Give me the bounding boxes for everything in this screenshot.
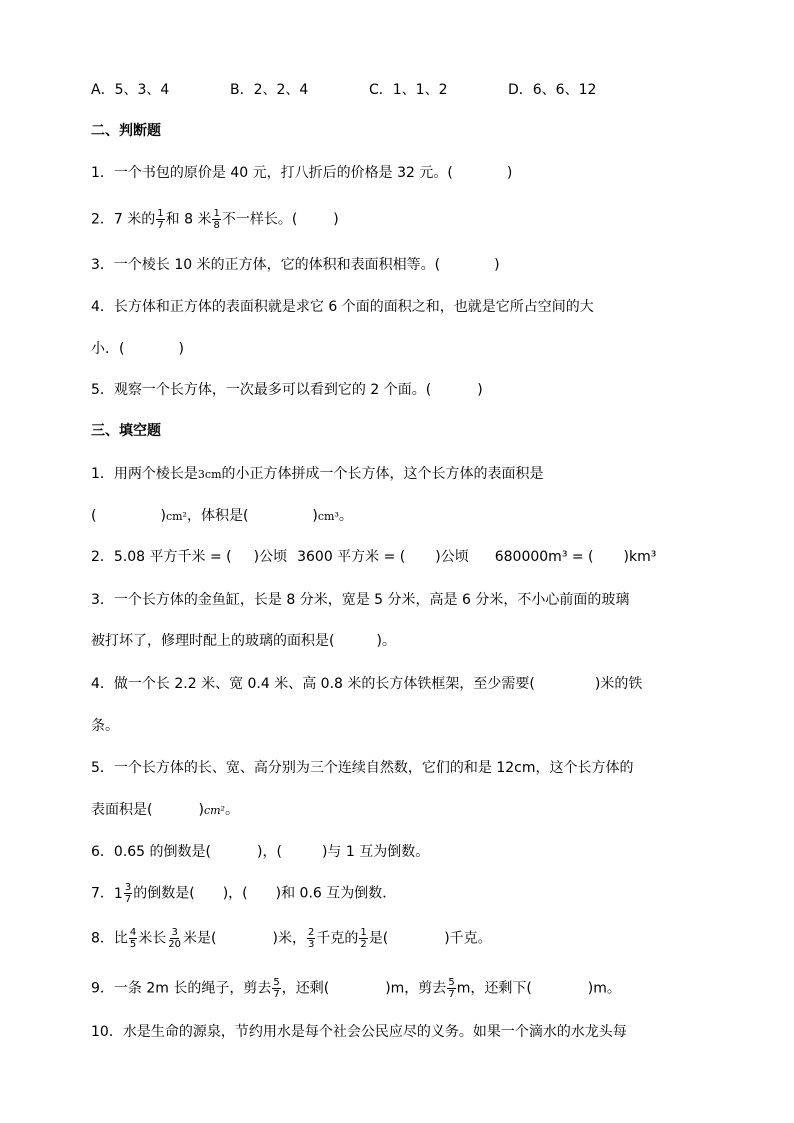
judgment-q1: [91, 163, 512, 183]
answer-blank-close: )。: [376, 633, 396, 649]
denominator: 5: [129, 939, 137, 950]
question-text: 不一样长。(: [221, 211, 298, 228]
numerator: 5: [273, 977, 280, 988]
question-text: )km³: [623, 549, 657, 565]
question-text: 米是(: [183, 930, 217, 947]
fill-q4-line2: 条。: [91, 718, 119, 734]
question-text: 9．一条 2m 长的绳子，剪去: [91, 980, 272, 997]
denominator: 3: [307, 939, 315, 950]
fill-q3-line1: 3．一个长方体的金鱼缸，长是 8 分米，宽是 5 分米，高是 6 分米，不小心前面的玻璃: [91, 592, 630, 608]
fraction: [307, 927, 315, 950]
question-text: 8．比: [91, 930, 128, 947]
judgment-q4-line1: 4．长方体和正方体的表面积就是求它 6 个面的面积之和，也就是它所占空间的大: [91, 299, 594, 315]
question-text: 3．一个棱长 10 米的正方体，它的体积和表面积相等。(: [91, 257, 441, 273]
numerator: 1: [157, 208, 164, 219]
answer-blank-close: ): [160, 508, 166, 524]
denominator: 7: [273, 989, 280, 1000]
choice-b: B．2、2、4: [230, 82, 309, 98]
numerator: 3: [124, 882, 132, 893]
question-text: 2．5.08 平方千米 = (: [91, 549, 232, 565]
numerator: 5: [448, 977, 455, 988]
question-text: )千克。: [444, 930, 492, 947]
question-text: 1．一个书包的原价是 40 元，打八折后的价格是 32 元。(: [91, 165, 453, 181]
judgment-q2: [91, 208, 339, 231]
fill-q2: [91, 547, 656, 567]
answer-blank-close: ): [494, 257, 500, 273]
answer-blank-close: ): [506, 165, 513, 181]
fill-q10: 10．水是生命的源泉，节约用水是每个社会公民应尽的义务。如果一个滴水的水龙头每: [91, 1024, 627, 1040]
numerator: 1: [213, 208, 220, 219]
whole-part: 1: [113, 885, 123, 902]
answer-blank-close: ): [333, 211, 339, 228]
fill-q9: [91, 977, 621, 1000]
denominator: 7: [124, 894, 132, 905]
fill-q6: [91, 842, 429, 862]
denominator: 7: [448, 989, 455, 1000]
judgment-q5: [91, 380, 483, 400]
mixed-number: [114, 882, 133, 905]
denominator: 8: [213, 220, 220, 231]
question-text: 表面积是(: [91, 802, 153, 818]
fraction: [212, 208, 220, 231]
question-text: )m，剪去: [385, 980, 447, 997]
fill-q1-line2: [91, 506, 353, 527]
fraction: [124, 882, 132, 905]
question-text: )和 0.6 互为倒数．: [275, 885, 397, 902]
numerator: 3: [171, 927, 178, 938]
question-text: )米的铁: [594, 676, 643, 692]
question-text: )与 1 互为倒数。: [321, 844, 430, 860]
choice-a: A．5、3、4: [91, 82, 170, 98]
unit: cm²: [203, 804, 225, 817]
choice-d: D．6、6、12: [508, 82, 597, 98]
question-text: ，体积是(: [186, 508, 249, 524]
fill-q4-line1: [91, 674, 642, 694]
question-text: )，(: [222, 885, 248, 902]
judgment-q4-line2: [91, 339, 184, 359]
answer-blank-close: ): [477, 382, 483, 398]
question-text: 米长: [138, 930, 167, 947]
question-text: 和 8 米: [165, 211, 212, 228]
question-text: ，还剩(: [281, 980, 330, 997]
denominator: 20: [168, 939, 182, 950]
choice-c: C．1、1、2: [369, 82, 448, 98]
numerator: 1: [360, 927, 367, 938]
unit: cm³: [317, 510, 339, 523]
numerator: 4: [129, 927, 137, 938]
answer-blank-close: ): [178, 341, 184, 357]
fraction: [359, 927, 367, 950]
fill-q5-line1: 5．一个长方体的长、宽、高分别为三个连续自然数，它们的和是 12cm，这个长方体的: [91, 760, 634, 776]
fraction: [447, 977, 455, 1000]
fill-q7: [91, 882, 396, 905]
denominator: 7: [157, 220, 164, 231]
denominator: 2: [360, 939, 367, 950]
fraction: [272, 977, 280, 1000]
fraction: [167, 927, 182, 950]
question-text: 的小正方体拼成一个长方体，这个长方体的表面积是: [221, 466, 544, 482]
fill-q5-line2: [91, 800, 239, 821]
answer-blank-open: (: [91, 508, 97, 524]
fraction: [156, 208, 164, 231]
question-text: 6．0.65 的倒数是(: [91, 844, 211, 860]
answer-blank-close: ): [312, 508, 318, 524]
question-text: )m。: [587, 980, 621, 997]
unit: 3cm: [197, 468, 222, 481]
question-text: 。: [338, 508, 353, 524]
question-text: 小．(: [91, 341, 125, 357]
question-text: 7．: [91, 885, 114, 902]
answer-blank-close: ): [198, 802, 204, 818]
question-text: )公顷: [435, 549, 469, 565]
question-text: )，(: [257, 844, 282, 860]
question-text: 2．7 米的: [91, 211, 156, 228]
unit: cm²: [165, 510, 187, 523]
numerator: 2: [307, 927, 315, 938]
question-text: 千克的: [316, 930, 359, 947]
question-text: 。: [224, 802, 239, 818]
fill-q8: [91, 927, 492, 950]
question-text: )米，: [272, 930, 306, 947]
fill-q1-line1: [91, 464, 544, 485]
section-heading-judgment: 二、判断题: [91, 123, 161, 139]
section-heading-fill: 三、填空题: [91, 423, 161, 439]
question-text: 是(: [368, 930, 389, 947]
question-text: 3600 平方米 = (: [297, 549, 406, 565]
question-text: 5．观察一个长方体，一次最多可以看到它的 2 个面。(: [91, 382, 432, 398]
question-text: 680000m³ = (: [494, 549, 594, 565]
fraction: [129, 927, 137, 950]
judgment-q3: [91, 255, 500, 275]
question-text: 1．用两个棱长是: [91, 466, 198, 482]
question-text: 被打坏了，修理时配上的玻璃的面积是(: [91, 633, 335, 649]
question-text: m，还剩下(: [456, 980, 532, 997]
question-text: )公顷: [253, 549, 288, 565]
question-text: 的倒数是(: [133, 885, 195, 902]
fill-q3-line2: [91, 631, 396, 651]
question-text: 4．做一个长 2.2 米、宽 0.4 米、高 0.8 米的长方体铁框架，至少需要(: [91, 676, 535, 692]
